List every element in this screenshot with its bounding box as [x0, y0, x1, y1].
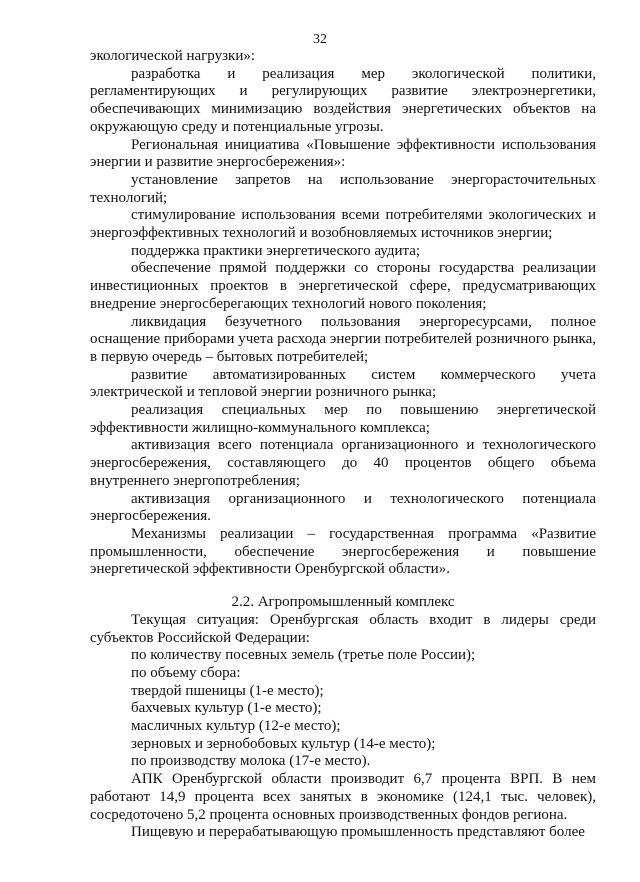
list-item: по объему сбора: — [131, 664, 241, 681]
paragraph: разработка и реализация мер экологической политики, регламентирующих и регулирующих развитие электроэнергетики, обеспечивающих минимизацию воздействия энергетических объектов на окружающую среду и потенциальные угрозы. — [90, 65, 596, 135]
list-item: активизация всего потенциала организационного и технологического энергосбережения, составляющего до 40 процентов общего объема внутреннего энергопотребления; — [90, 437, 596, 489]
list-item: развитие автоматизированных систем коммерческого учета электрической и тепловой энергии розничного рынка; — [90, 366, 596, 401]
list-item: реализация специальных мер по повышению энергетической эффективности жилищно-коммунального комплекса; — [90, 402, 596, 436]
list-item: установление запретов на использование энергорасточительных технологий; — [90, 171, 596, 206]
list-item: поддержка практики энергетического аудита; — [131, 242, 421, 259]
list-item: бахчевых культур (1-е место); — [131, 700, 322, 717]
paragraph: экологической нагрузки»: — [90, 48, 256, 64]
list-item: по количеству посевных земель (третье поле России); — [131, 647, 476, 664]
list-item: стимулирование использования всеми потребителями экологических и энергоэффективных технологий и возобновляемых источников энергии; — [90, 207, 596, 242]
paragraph: Текущая ситуация: Оренбургская область входит в лидеры среди субъектов Российской Федерации: — [90, 611, 596, 646]
paragraph: АПК Оренбургской области производит 6,7 процента ВРП. В нем работают 14,9 процента всех занятых в экономике (124,1 тыс. человек), сосредоточено 5,2 процента основных производственных фондов региона. — [90, 771, 596, 823]
page-body — [90, 48, 596, 842]
page-number: 32 — [313, 32, 327, 47]
paragraph: Механизмы реализации – государственная программа «Развитие промышленности, обеспечение энергосбережения и повышение энергетической эффективности Оренбургской области». — [90, 525, 596, 578]
list-item: ликвидация безучетного пользования энергоресурсами, полное оснащение приборами учета расхода энергии потребителей розничного рынка, в первую очередь – бытовых потребителей; — [90, 313, 596, 365]
section-gap — [90, 579, 596, 594]
list-item: по производству молока (17-е место). — [131, 753, 371, 770]
list-item: активизация организационного и технологического потенциала энергосбережения. — [90, 490, 596, 525]
section-heading: 2.2. Агропромышленный комплекс — [231, 594, 455, 611]
list-item: обеспечение прямой поддержки со стороны государства реализации инвестиционных проектов в энергетической сфере, предусматривающих внедрение энергосберегающих технологий нового поколения; — [90, 260, 596, 312]
list-item: зерновых и зернобобовых культур (14-е место); — [131, 735, 436, 752]
paragraph: Пищевую и перерабатывающую промышленность представляют более — [131, 824, 585, 841]
list-item: твердой пшеницы (1-е место); — [131, 682, 324, 699]
list-item: масличных культур (12-е место); — [131, 718, 341, 735]
paragraph: Региональная инициатива «Повышение эффективности использования энергии и развитие энергосбережения»: — [90, 136, 596, 171]
